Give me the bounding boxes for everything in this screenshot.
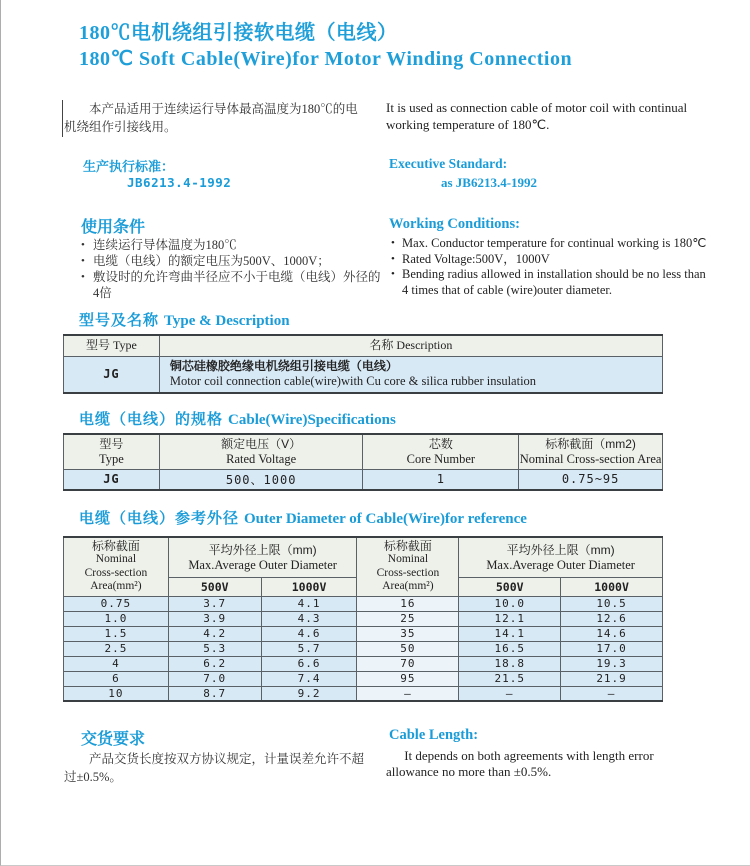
header-en: Nominal Cross-section Area — [519, 452, 662, 467]
cell: 7.4 — [261, 671, 357, 686]
cell: – — [357, 686, 459, 701]
header-en: Max.Average Outer Diameter — [188, 558, 337, 573]
cell: 12.1 — [459, 611, 561, 626]
cell: 0.75 — [64, 596, 169, 611]
section-heading-specifications — [79, 408, 396, 429]
cell: 10.0 — [459, 596, 561, 611]
delivery-text-en: It depends on both agreements with length error allowance no more than ±0.5%. — [386, 748, 654, 779]
group-header-max-diameter-left — [168, 537, 357, 577]
cell: 19.3 — [561, 656, 663, 671]
cell: 4.6 — [261, 626, 357, 641]
delivery-text-zh: 产品交货长度按双方协议规定，计量误差允许不超过±0.5%。 — [64, 752, 365, 784]
cell: 7.0 — [168, 671, 261, 686]
working-conditions-list-en — [391, 236, 711, 298]
cell: 6.2 — [168, 656, 261, 671]
list-item: • 敷设时的允许弯曲半径应不小于电缆（电线）外径的4倍 — [81, 269, 381, 301]
section-heading-zh: 型号及名称 — [79, 312, 160, 329]
page-title-en: 180℃ Soft Cable(Wire)for Motor Winding Connection — [79, 48, 573, 70]
header-zh: 型号 — [99, 437, 124, 452]
list-item: • 电缆（电线）的额定电压为500V、1000V； — [81, 253, 381, 269]
working-conditions-list-zh — [81, 237, 381, 301]
specifications-table — [63, 433, 663, 491]
header-line: Nominal — [387, 553, 429, 566]
standard-value-en: as JB6213.4-1992 — [441, 175, 538, 190]
section-heading-en: Outer Diameter of Cable(Wire)for reference — [244, 511, 527, 527]
list-item: • 连续运行导体温度为180℃ — [81, 237, 381, 253]
cell: 8.7 — [168, 686, 261, 701]
intro-paragraph-zh: 本产品适用于连续运行导体最高温度为180℃的电机绕组作引接线用。 — [64, 102, 358, 134]
section-heading-zh: 电缆（电线）参考外径 — [79, 510, 240, 527]
page-title-zh: 180℃电机绕组引接软电缆（电线） — [79, 22, 398, 44]
subheader-1000v-right: 1000V — [561, 577, 663, 596]
working-conditions-title-en: Working Conditions: — [389, 216, 520, 232]
table-row — [64, 469, 663, 490]
cell: 4.2 — [168, 626, 261, 641]
column-header-type: 型号 Type — [64, 335, 160, 356]
cell: 14.1 — [459, 626, 561, 641]
column-header-description: 名称 Description — [159, 335, 662, 356]
cell-rated-voltage: 500、1000 — [159, 469, 363, 490]
description-zh: 铜芯硅橡胶绝缘电机绕组引接电缆（电线） — [169, 359, 398, 374]
cell: 50 — [357, 641, 459, 656]
cell: 21.9 — [561, 671, 663, 686]
header-en: Rated Voltage — [226, 452, 297, 467]
cell: 16 — [357, 596, 459, 611]
cell: 5.3 — [168, 641, 261, 656]
column-header-type — [64, 434, 160, 469]
cell: 1.5 — [64, 626, 169, 641]
table-row — [64, 641, 663, 656]
cell-cross-section: 0.75~95 — [519, 469, 663, 490]
column-header-core-number — [363, 434, 519, 469]
standard-value-zh: JB6213.4-1992 — [127, 175, 232, 190]
cell: 70 — [357, 656, 459, 671]
subheader-500v-right: 500V — [459, 577, 561, 596]
header-line: Cross-section — [84, 566, 148, 579]
cell: – — [459, 686, 561, 701]
cell-type: JG — [64, 469, 160, 490]
outer-diameter-table — [63, 536, 663, 702]
column-header-cross-section — [519, 434, 663, 469]
section-heading-type — [79, 309, 290, 330]
cell: 14.6 — [561, 626, 663, 641]
intro-paragraph-en: It is used as connection cable of motor coil with continual working temperature of 180℃. — [386, 100, 688, 132]
subheader-500v-left: 500V — [168, 577, 261, 596]
standard-label-en: Executive Standard: — [389, 156, 508, 171]
cell: 3.9 — [168, 611, 261, 626]
cell: 10.5 — [561, 596, 663, 611]
header-line: Area(mm²) — [382, 580, 434, 593]
table-row — [64, 656, 663, 671]
description-en: Motor coil connection cable(wire)with Cu core & silica rubber insulation — [169, 374, 537, 389]
type-value-cell: JG — [64, 356, 160, 393]
column-header-nominal-left — [64, 537, 169, 596]
description-cell — [159, 356, 662, 393]
standard-label-zh: 生产执行标准： — [83, 159, 175, 174]
delivery-title-en: Cable Length: — [389, 727, 479, 743]
header-line: Area(mm²) — [90, 580, 142, 593]
cell: 6 — [64, 671, 169, 686]
header-zh: 芯数 — [428, 437, 453, 452]
cell-core-number: 1 — [363, 469, 519, 490]
section-heading-zh: 电缆（电线）的规格 — [79, 411, 224, 428]
cell: 12.6 — [561, 611, 663, 626]
cell: 4 — [64, 656, 169, 671]
list-item: • Max. Conductor temperature for continual working is 180℃ — [391, 236, 711, 252]
cell: 1.0 — [64, 611, 169, 626]
table-row — [64, 611, 663, 626]
cell: 2.5 — [64, 641, 169, 656]
cell: 9.2 — [261, 686, 357, 701]
column-header-rated-voltage — [159, 434, 363, 469]
table-row — [64, 626, 663, 641]
working-conditions-title-zh: 使用条件 — [81, 219, 146, 236]
table-row — [64, 356, 663, 393]
delivery-title-zh: 交货要求 — [81, 731, 146, 748]
cell: 4.3 — [261, 611, 357, 626]
cell: 5.7 — [261, 641, 357, 656]
cell: 16.5 — [459, 641, 561, 656]
header-line: 标称截面 — [91, 538, 140, 553]
table-row — [64, 671, 663, 686]
header-zh: 额定电压（V） — [221, 437, 302, 452]
cell: 3.7 — [168, 596, 261, 611]
cell: 21.5 — [459, 671, 561, 686]
cell: 25 — [357, 611, 459, 626]
header-line: Cross-section — [376, 566, 440, 579]
header-en: Core Number — [406, 452, 476, 467]
table-row — [64, 686, 663, 701]
header-en: Type — [99, 452, 124, 467]
section-heading-outer-diameter — [79, 507, 527, 528]
cell: 17.0 — [561, 641, 663, 656]
cell: 18.8 — [459, 656, 561, 671]
header-zh: 平均外径上限（mm) — [208, 543, 317, 558]
header-zh: 标称截面（mm2) — [545, 437, 636, 452]
cell: 35 — [357, 626, 459, 641]
list-item: • Bending radius allowed in installation should be no less than 4 times that of cable (wire)outer diameter. — [391, 267, 711, 298]
group-header-max-diameter-right — [459, 537, 663, 577]
header-line: 标称截面 — [383, 538, 432, 553]
margin-rule — [62, 100, 63, 137]
header-en: Max.Average Outer Diameter — [486, 558, 635, 573]
page-title — [79, 20, 572, 72]
section-heading-en: Type & Description — [164, 313, 290, 329]
subheader-1000v-left: 1000V — [261, 577, 357, 596]
cell: 6.6 — [261, 656, 357, 671]
cell: 4.1 — [261, 596, 357, 611]
header-zh: 平均外径上限（mm) — [506, 543, 615, 558]
list-item: • Rated Voltage:500V，1000V — [391, 252, 711, 268]
cell: 95 — [357, 671, 459, 686]
section-heading-en: Cable(Wire)Specifications — [228, 412, 396, 428]
cell: – — [561, 686, 663, 701]
table-row — [64, 596, 663, 611]
cell: 10 — [64, 686, 169, 701]
type-description-table — [63, 334, 663, 394]
column-header-nominal-right — [357, 537, 459, 596]
header-line: Nominal — [95, 553, 137, 566]
